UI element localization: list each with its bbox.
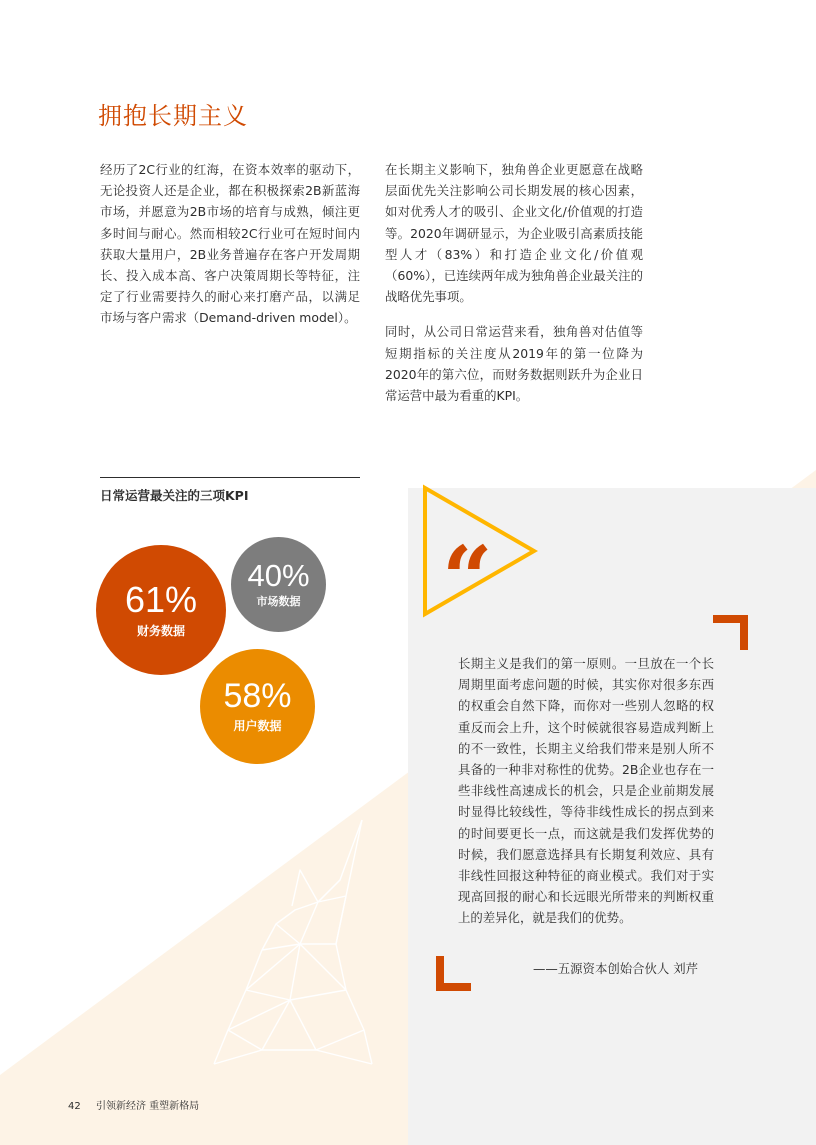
page-footer: [68, 1097, 199, 1112]
right-paragraph-1: 在长期主义影响下，独角兽企业更愿意在战略层面优先关注影响公司长期发展的核心因素，如对优秀人才的吸引、企业文化/价值观的打造等。2020年调研显示，为企业吸引高素质技能型人才（83%）和打造企业文化/价值观（60%），已连续两年成为独角兽企业最关注的战略优先事项。: [385, 162, 643, 305]
quote-icon: “: [442, 526, 493, 630]
left-paragraph-1: 经历了2C行业的红海，在资本效率的驱动下，无论投资人还是企业，都在积极探索2B新蓝海市场，并愿意为2B市场的培育与成熟，倾注更多时间与耐心。然而相较2C行业可在短时间内获取大量用户，2B业务普遍存在客户开发周期长、投入成本高、客户决策周期长等特征，注定了行业需要持久的耐心来打磨产品，以满足市场与客户需求（Demand-driven model）。: [100, 162, 360, 326]
quote-attribution: ——五源资本创始合伙人 刘芹: [533, 961, 699, 976]
left-column-text: [100, 159, 360, 343]
kpi-bubble-financial: [96, 545, 226, 675]
right-column-text: [385, 159, 643, 420]
page-title: 拥抱长期主义: [98, 102, 248, 130]
quote-text: 长期主义是我们的第一原则。一旦放在一个长周期里面考虑问题的时候，其实你对很多东西的权重会自然下降，而你对一些别人忽略的权重反而会上升，这个时候就很容易造成判断上的不一致性，长期主义给我们带来是别人所不具备的一种非对称性的优势。2B企业也存在一些非线性高速成长的机会，只是企业前期发展时显得比较线性，等待非线性成长的拐点到来的时间要更长一点，而这就是我们发挥优势的时候，我们愿意选择具有长期复利效应、具有非线性回报这种特征的商业模式。我们对于实现高回报的耐心和长远眼光所带来的判断权重上的差异化，就是我们的优势。: [458, 656, 714, 926]
kpi-divider: [100, 477, 360, 478]
kpi-title: 日常运营最关注的三项KPI: [100, 488, 249, 503]
publication-title: 引领新经济 重塑新格局: [96, 1101, 200, 1112]
kpi-bubble-label: 财务数据: [136, 623, 185, 638]
kpi-bubble-percent: 61%: [124, 578, 198, 620]
kpi-bubble-market: [231, 537, 326, 632]
right-paragraph-2: 同时，从公司日常运营来看，独角兽对估值等短期指标的关注度从2019年的第一位降为2020年的第六位，而财务数据则跃升为企业日常运营中最为看重的KPI。: [385, 324, 643, 404]
kpi-bubble-label: 市场数据: [256, 595, 301, 608]
kpi-bubble-percent: 40%: [247, 558, 310, 593]
kpi-bubble-percent: 58%: [223, 677, 292, 715]
kpi-bubble-label: 用户数据: [233, 719, 282, 733]
page-number: 42: [68, 1101, 81, 1112]
kpi-bubble-user: [200, 649, 315, 764]
